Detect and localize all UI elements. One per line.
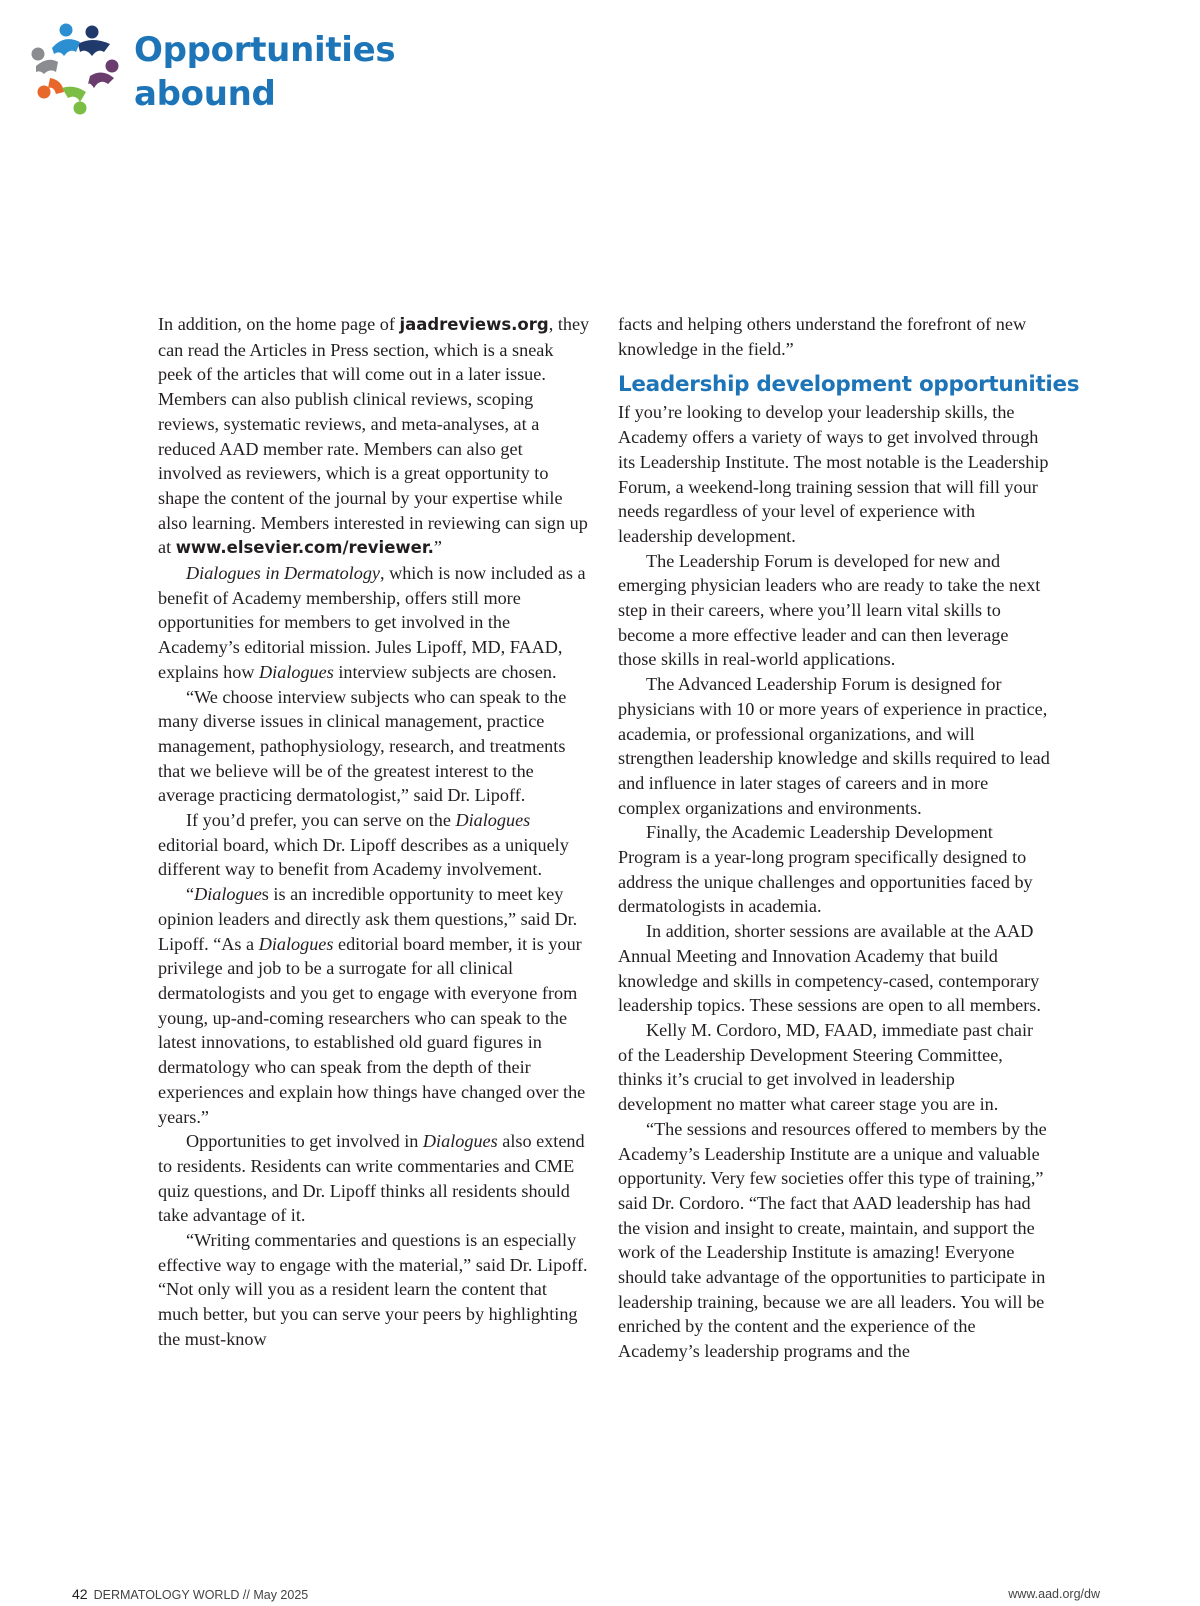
title-line-2: abound <box>134 74 276 114</box>
text-run: If you’d prefer, you can serve on the <box>186 810 456 831</box>
paragraph: Kelly M. Cordoro, MD, FAAD, immediate past chair of the Leadership Development Steering Committee, thinks it’s crucial to get involved in leadership development no matter what career stage you are in. <box>618 1019 1034 1115</box>
paragraph: Finally, the Academic Leadership Development Program is a year-long program specifically designed to address the unique challenges and opportunities faced by dermatologists in academia. <box>618 822 1033 917</box>
text-run: ” <box>433 537 442 558</box>
elsevier-reviewer-link[interactable]: www.elsevier.com/reviewer. <box>175 538 434 558</box>
publication-title: Dialogues <box>259 661 334 682</box>
publication-title: Dialogues <box>258 933 334 954</box>
text-run: In addition, on the home page of <box>158 314 400 334</box>
publication-title: Dialogue <box>194 884 262 905</box>
paragraph <box>158 561 590 685</box>
page-footer-left <box>72 1586 308 1603</box>
text-run: , they can read the Articles in Press section, which is a sneak peek of the articles that will come out in a later issue. Members can also publish clinical reviews, scoping reviews, systematic reviews, and meta-analyses, at a reduced AAD member rate. Members can also get involved as reviewers, which is a great opportunity to shape the content of the journal by your expertise while also learning. Members interested in reviewing can sign up at <box>158 314 590 558</box>
text-run: editorial board member, it is your privilege and job to be a surrogate for all clinical dermatologists and you get to engage with everyone from young, up-and-coming researchers who can speak to the latest innovations, to established old guard figures in dermatology who can speak from the depth of their experiences and explain how things have changed over the years.” <box>158 933 586 1127</box>
page-title <box>134 28 395 116</box>
people-circle-logo-icon <box>30 22 120 117</box>
paragraph <box>158 882 590 1129</box>
article-column-right <box>618 312 1080 1364</box>
paragraph: If you’re looking to develop your leadership skills, the Academy offers a variety of ways to get involved through its Leadership Institute. The most notable is the Leadership Forum, a weekend-long training session that will fill your needs regardless of your level of experience with leadership development. <box>618 402 1049 546</box>
section-heading: Leadership development opportunities <box>618 372 1080 398</box>
footer-url[interactable]: www.aad.org/dw <box>1008 1587 1100 1601</box>
paragraph <box>158 312 590 561</box>
paragraph: The Advanced Leadership Forum is designed for physicians with 10 or more years of experience in practice, academia, or professional organizations, and will strengthen leadership knowledge and skills required to lead and influence in later stages of careers and in more complex organizations and environments. <box>618 674 1050 818</box>
paragraph: In addition, shorter sessions are available at the AAD Annual Meeting and Innovation Academy that build knowledge and skills in competency-cased, contemporary leadership topics. These sessions are open to all members. <box>618 921 1041 1016</box>
paragraph: “The sessions and resources offered to members by the Academy’s Leadership Institute are a unique and valuable opportunity. Very few societies offer this type of training,” said Dr. Cordoro. “The fact that AAD leadership has had the vision and insight to create, maintain, and support the work of the Leadership Institute is amazing! Everyone should take advantage of the opportunities to participate in leadership training, because we are all leaders. You will be enriched by the content and the experience of the Academy’s leadership programs and the <box>618 1118 1047 1362</box>
text-run: Opportunities to get involved in <box>186 1131 423 1152</box>
article-column-left <box>158 312 590 1352</box>
paragraph <box>158 808 590 882</box>
page-header <box>30 22 450 122</box>
text-run: interview subjects are chosen. <box>333 661 557 682</box>
publication-title: Dialogues <box>455 810 531 831</box>
paragraph: facts and helping others understand the forefront of new knowledge in the field.” <box>618 314 1027 359</box>
text-run: editorial board, which Dr. Lipoff describes as a uniquely different way to benefit from Academy involvement. <box>158 834 569 880</box>
paragraph: The Leadership Forum is developed for new and emerging physician leaders who are ready to take the next step in their careers, where you’ll learn vital skills to become a more effective leader and can then leverage those skills in real-world applications. <box>618 550 1041 670</box>
text-run: s is an incredible opportunity to meet key opinion leaders and directly ask them questions,” said Dr. Lipoff. “As a <box>158 884 578 954</box>
title-line-1: Opportunities <box>134 30 396 70</box>
text-run: also extend to residents. Residents can write commentaries and CME quiz questions, and Dr. Lipoff thinks all residents should take advantage of it. <box>158 1131 585 1226</box>
publication-title: Dialogues <box>422 1131 498 1152</box>
jaadreviews-link[interactable]: jaadreviews.org <box>399 315 549 334</box>
text-run: “ <box>186 884 195 905</box>
publication-name: DERMATOLOGY WORLD // May 2025 <box>93 1588 309 1602</box>
paragraph <box>158 1129 590 1228</box>
publication-title: Dialogues in Dermatology <box>186 563 380 584</box>
paragraph: “We choose interview subjects who can speak to the many diverse issues in clinical management, practice management, pathophysiology, research, and treatments that we believe will be of the greatest interest to the average practicing dermatologist,” said Dr. Lipoff. <box>158 686 567 806</box>
paragraph: “Writing commentaries and questions is an especially effective way to engage with the material,” said Dr. Lipoff. “Not only will you as a resident learn the content that much better, but you can serve your peers by highlighting the must-know <box>158 1230 588 1349</box>
page-number: 42 <box>72 1586 88 1602</box>
text-run: , which is now included as a benefit of Academy membership, offers still more opportunities for members to get involved in the Academy’s editorial mission. Jules Lipoff, MD, FAAD, explains how <box>158 563 586 682</box>
